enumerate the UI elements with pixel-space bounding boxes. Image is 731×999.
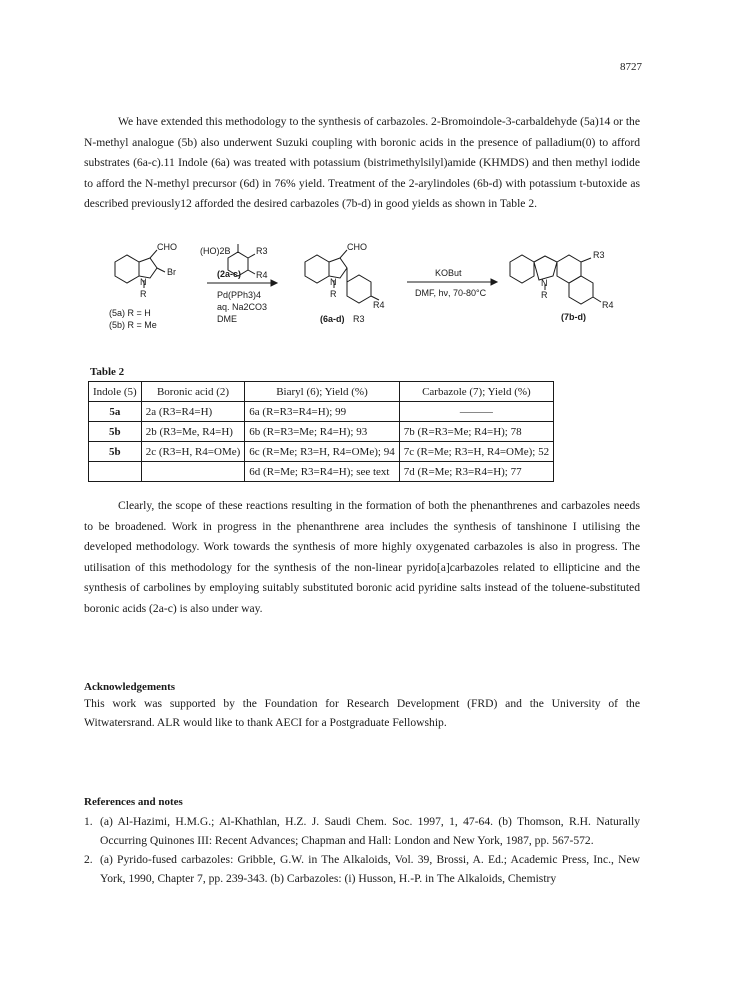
scheme-br: Br <box>167 267 176 277</box>
acknowledgements-heading: Acknowledgements <box>84 681 176 693</box>
references-list <box>84 812 640 888</box>
results-table <box>88 381 554 482</box>
carbazole-ring-d <box>569 276 593 304</box>
indole-benzene-ring-5 <box>115 255 139 283</box>
table-row <box>89 402 554 422</box>
scheme-pd-catalyst: Pd(PPh3)4 <box>217 290 262 300</box>
reference-text: (a) Pyrido-fused carbazoles: Gribble, G.W. in The Alkaloids, Vol. 39, Brossi, A. Ed.; Academic Press, Inc., New York, 1990, Chapter 7, pp. 239-343. (b) Carbazoles: (i) Husson, H.-P. in The Alkaloids, Chemistry <box>100 853 640 885</box>
table-row <box>89 442 554 462</box>
table-row <box>89 422 554 442</box>
table-cell: 5b <box>89 422 142 442</box>
col-header-boronic: Boronic acid (2) <box>141 382 245 402</box>
indole-benzene-ring-6 <box>305 255 329 283</box>
reference-text: (a) Al-Hazimi, H.M.G.; Al-Khathlan, H.Z. J. Saudi Chem. Soc. 1997, 1, 47-64. (b) Thomson, R.H. Naturally Occurring Quinones III: Recent Advances; Chapman and Hall: London and New York, 1987, pp. 567-572. <box>100 815 640 847</box>
carbazole-ring-c <box>557 255 581 283</box>
table-cell: 5a <box>89 402 142 422</box>
scheme-r-5: R <box>140 289 147 299</box>
scheme-label-7bd: (7b-d) <box>561 312 586 322</box>
scheme-label-6ad: (6a-d) <box>320 314 345 324</box>
scheme-r4-7: R4 <box>602 300 614 310</box>
scheme-label-2ac: (2a-c) <box>217 269 242 279</box>
col-header-indole: Indole (5) <box>89 382 142 402</box>
scheme-na2co3: aq. Na2CO3 <box>217 302 268 312</box>
table-cell: 2c (R3=H, R4=OMe) <box>141 442 245 462</box>
scheme-n-5: N <box>140 277 147 287</box>
table-cell: 7b (R=R3=Me; R4=H); 78 <box>399 422 553 442</box>
aryl-ring-6 <box>347 275 371 303</box>
scheme-r3-2: R3 <box>256 246 268 256</box>
scheme-r-7: R <box>541 290 548 300</box>
col-header-carbazole: Carbazole (7); Yield (%) <box>399 382 553 402</box>
reference-item <box>84 812 640 850</box>
table-row <box>89 462 554 482</box>
scheme-legend-5b: (5b) R = Me <box>109 320 157 330</box>
table-title: Table 2 <box>90 366 125 378</box>
reference-number: 2. <box>84 853 93 866</box>
scheme-n-7: N <box>541 278 548 288</box>
scheme-kobut: KOBut <box>435 268 462 278</box>
scheme-n-6: N <box>330 277 337 287</box>
scheme-boronic: (HO)2B <box>200 246 231 256</box>
col-header-biaryl: Biaryl (6); Yield (%) <box>245 382 399 402</box>
references-heading: References and notes <box>84 796 183 808</box>
table-header-row <box>89 382 554 402</box>
table-cell: 6d (R=Me; R3=R4=H); see text <box>245 462 399 482</box>
scheme-r4-6: R4 <box>373 300 385 310</box>
reference-number: 1. <box>84 815 93 828</box>
table-cell: 2b (R3=Me, R4=H) <box>141 422 245 442</box>
paragraph-scope: Clearly, the scope of these reactions resulting in the formation of both the phenanthrenes and carbazoles needs to be broadened. Work in progress in the phenanthrene area includes the synthesis of tanshinone I utilising the developed methodology. Work towards the synthesis of more highly oxygenated carbazoles is also in progress. The utilisation of this methodology for the synthesis of the non-linear pyrido[a]carbazoles related to ellipticine and the synthesis of carbolines by employing suitably substituted boronic acid pyridine salts instead of the toluene-substituted boronic acids (2a-c) is also under way. <box>84 499 640 615</box>
scheme-legend-5a: (5a) R = H <box>109 308 151 318</box>
scheme-r4-2: R4 <box>256 270 268 280</box>
acknowledgements-text: This work was supported by the Foundation for Research Development (FRD) and the University of the Witwatersrand. ALR would like to thank AECI for a Postgraduate Fellowship. <box>84 697 640 729</box>
table-cell: 6a (R=R3=R4=H); 99 <box>245 402 399 422</box>
table-cell: 5b <box>89 442 142 462</box>
scheme-cho-6: CHO <box>347 242 367 252</box>
table-cell: 7c (R=Me; R3=H, R4=OMe); 52 <box>399 442 553 462</box>
carbazole-ring-b <box>534 256 557 280</box>
table-cell <box>141 462 245 482</box>
scheme-r3-7: R3 <box>593 250 605 260</box>
scheme-r-6: R <box>330 289 337 299</box>
table-cell: 6b (R=R3=Me; R4=H); 93 <box>245 422 399 442</box>
carbazole-ring-a <box>510 255 534 283</box>
scheme-cho-5: CHO <box>157 242 177 252</box>
table-cell: 7d (R=Me; R3=R4=H); 77 <box>399 462 553 482</box>
scheme-r3-6: R3 <box>353 314 365 324</box>
table-cell <box>89 462 142 482</box>
scheme-dme: DME <box>217 314 237 324</box>
reaction-scheme <box>105 242 645 352</box>
indole-pyrrole-ring-6 <box>329 258 347 278</box>
reference-item <box>84 850 640 888</box>
scheme-conditions: DMF, hν, 70-80°C <box>415 288 487 298</box>
paragraph-carbazole-synthesis: We have extended this methodology to the synthesis of carbazoles. 2-Bromoindole-3-carbaldehyde (5a)14 or the N-methyl analogue (5b) also underwent Suzuki coupling with boronic acids in the presence of palladium(0) to afford substrates (6a-c).11 Indole (6a) was treated with potassium (bistrimethylsilyl)amide (KHMDS) and then methyl iodide to afford the N-methyl precursor (6d) in 76% yield. Treatment of the 2-arylindoles (6b-d) with potassium t-butoxide as described previously12 afforded the desired carbazoles (7b-d) in good yields as shown in Table 2. <box>84 115 640 211</box>
page-number: 8727 <box>620 61 642 73</box>
table-cell: ——— <box>399 402 553 422</box>
table-cell: 6c (R=Me; R3=H, R4=OMe); 94 <box>245 442 399 462</box>
table-cell: 2a (R3=R4=H) <box>141 402 245 422</box>
indole-pyrrole-ring-5 <box>139 258 157 278</box>
